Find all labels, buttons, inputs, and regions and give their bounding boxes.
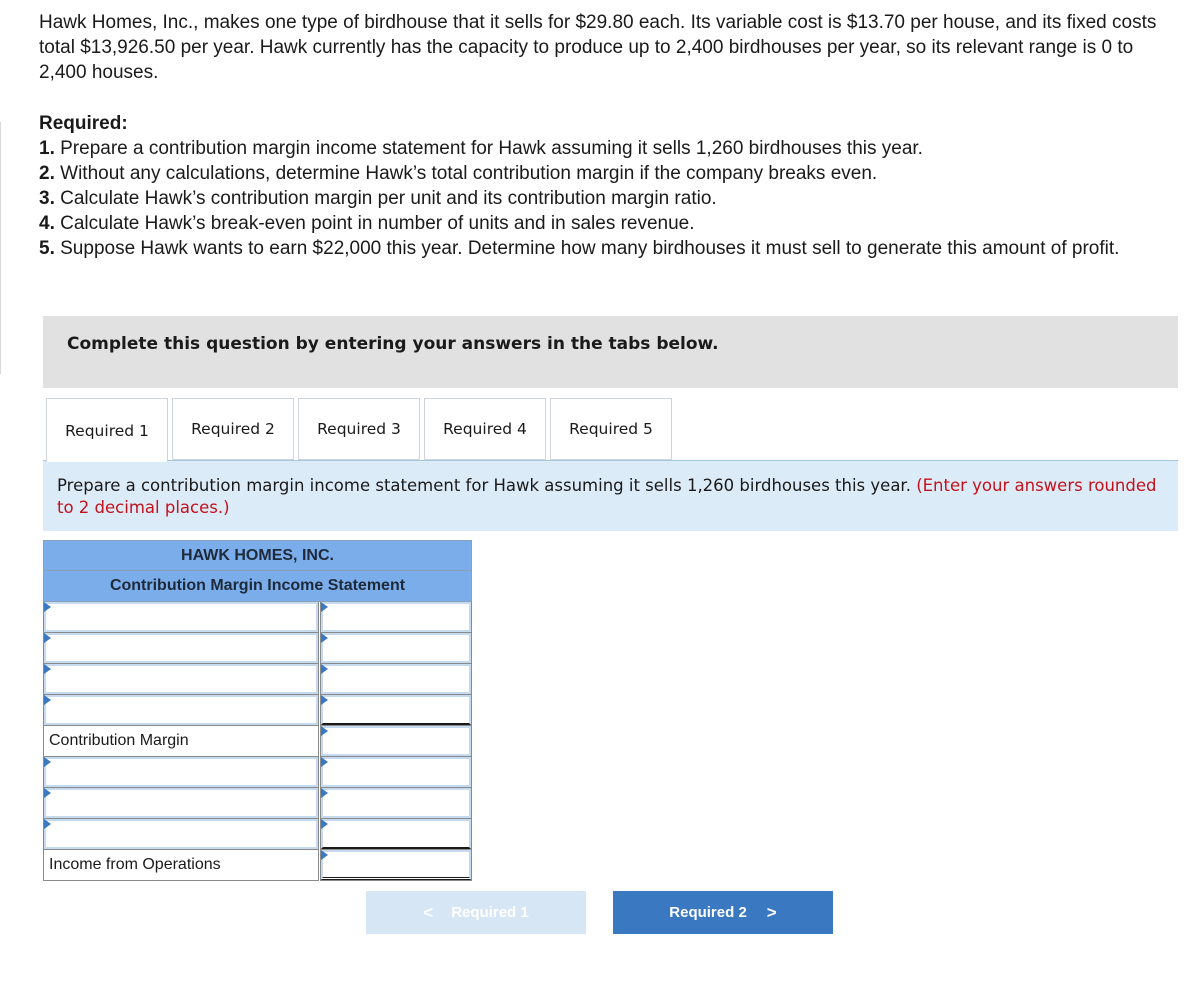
row-label-input[interactable] <box>44 695 318 725</box>
required-item-text: Calculate Hawk’s break-even point in number of units and in sales revenue. <box>54 213 695 234</box>
statement-company: HAWK HOMES, INC. <box>43 540 472 571</box>
tab-required-2[interactable] <box>172 398 294 460</box>
dropdown-marker-icon <box>44 633 51 643</box>
row-amount-input[interactable] <box>321 757 471 787</box>
row-label-cell[interactable] <box>43 602 319 633</box>
statement-row <box>43 602 472 633</box>
row-amount-cell[interactable] <box>320 695 472 726</box>
required-item-number: 1. <box>39 138 55 159</box>
previous-tab-label: Required 1 <box>451 904 529 921</box>
row-amount-cell[interactable] <box>320 726 472 757</box>
tab-label: Required 2 <box>191 420 275 438</box>
dropdown-marker-icon <box>44 819 51 829</box>
row-label-input[interactable] <box>44 602 318 632</box>
statement-row <box>43 633 472 664</box>
row-amount-cell[interactable] <box>320 757 472 788</box>
prompt-text: Prepare a contribution margin income statement for Hawk assuming it sells 1,260 birdhouses this year. <box>57 476 917 495</box>
input-marker-icon <box>321 726 328 736</box>
row-label-cell[interactable] <box>43 695 319 726</box>
tab-label: Required 4 <box>443 420 527 438</box>
next-tab-label: Required 2 <box>669 904 747 921</box>
statement-row <box>43 726 472 757</box>
required-item <box>39 186 1174 211</box>
tab-required-1[interactable] <box>46 398 168 462</box>
tab-required-5[interactable] <box>550 398 672 460</box>
input-marker-icon <box>321 602 328 612</box>
row-amount-input[interactable] <box>321 850 471 880</box>
row-label-cell[interactable] <box>43 633 319 664</box>
statement-row <box>43 850 472 881</box>
prompt-hint: (Enter your answers rounded to 2 decimal places.) <box>57 476 1157 517</box>
input-marker-icon <box>321 695 328 705</box>
required-item-text: Prepare a contribution margin income statement for Hawk assuming it sells 1,260 birdhouses this year. <box>54 138 923 159</box>
row-label-cell[interactable] <box>43 757 319 788</box>
income-statement <box>43 540 472 881</box>
row-amount-cell[interactable] <box>320 664 472 695</box>
row-amount-input[interactable] <box>321 633 471 663</box>
previous-tab-button[interactable] <box>366 891 586 934</box>
required-item-number: 3. <box>39 188 55 209</box>
required-heading: Required: <box>39 113 128 134</box>
row-amount-input[interactable] <box>321 788 471 818</box>
input-marker-icon <box>321 788 328 798</box>
dropdown-marker-icon <box>44 788 51 798</box>
required-item-number: 4. <box>39 213 55 234</box>
statement-row <box>43 757 472 788</box>
statement-row <box>43 819 472 850</box>
row-label-input[interactable] <box>44 664 318 694</box>
row-amount-input[interactable] <box>321 726 471 756</box>
row-label-cell[interactable] <box>43 788 319 819</box>
required-item <box>39 211 1174 236</box>
chevron-right-icon: > <box>766 902 777 922</box>
required-section <box>39 111 1174 261</box>
required-list <box>39 136 1174 261</box>
required-item <box>39 136 1174 161</box>
required-item-number: 2. <box>39 163 55 184</box>
input-marker-icon <box>321 664 328 674</box>
required-item-text: Without any calculations, determine Hawk’s total contribution margin if the company breaks even. <box>54 163 878 184</box>
statement-rows <box>43 602 472 881</box>
row-amount-cell[interactable] <box>320 602 472 633</box>
statement-row <box>43 695 472 726</box>
dropdown-marker-icon <box>44 602 51 612</box>
row-amount-input[interactable] <box>321 819 471 849</box>
required-item <box>39 161 1174 186</box>
tab-required-4[interactable] <box>424 398 546 460</box>
row-amount-input[interactable] <box>321 664 471 694</box>
dropdown-marker-icon <box>44 664 51 674</box>
row-amount-cell[interactable] <box>320 633 472 664</box>
instruction-text: Complete this question by entering your answers in the tabs below. <box>67 334 719 354</box>
tab-required-3[interactable] <box>298 398 420 460</box>
row-label-cell[interactable] <box>43 664 319 695</box>
instruction-banner <box>43 316 1178 388</box>
row-label-text: Income from Operations <box>49 856 221 873</box>
row-amount-input[interactable] <box>321 695 471 725</box>
required-item-number: 5. <box>39 238 55 259</box>
row-amount-cell[interactable] <box>320 819 472 850</box>
statement-row <box>43 664 472 695</box>
row-label-cell[interactable] <box>43 819 319 850</box>
row-label-text: Contribution Margin <box>49 732 189 749</box>
required-item <box>39 236 1174 261</box>
dropdown-marker-icon <box>44 757 51 767</box>
input-marker-icon <box>321 633 328 643</box>
row-amount-input[interactable] <box>321 602 471 632</box>
problem-statement: Hawk Homes, Inc., makes one type of birdhouse that it sells for $29.80 each. Its variable cost is $13.70 per house, and its fixed costs total $13,926.50 per year. Hawk currently has the capacity to produce up to 2,400 birdhouses per year, so its relevant range is 0 to 2,400 houses. <box>39 12 1157 83</box>
row-amount-cell[interactable] <box>320 788 472 819</box>
chevron-left-icon: < <box>423 902 434 922</box>
tab-prompt <box>43 461 1178 531</box>
tab-label: Required 3 <box>317 420 401 438</box>
statement-title: Contribution Margin Income Statement <box>43 571 472 602</box>
row-amount-cell[interactable] <box>320 850 472 881</box>
row-label-input[interactable] <box>44 788 318 818</box>
next-tab-button[interactable] <box>613 891 833 934</box>
tab-label: Required 1 <box>65 421 149 440</box>
row-label-cell <box>43 850 319 881</box>
input-marker-icon <box>321 757 328 767</box>
statement-row <box>43 788 472 819</box>
input-marker-icon <box>321 850 328 860</box>
input-marker-icon <box>321 819 328 829</box>
row-label-input[interactable] <box>44 633 318 663</box>
dropdown-marker-icon <box>44 695 51 705</box>
required-item-text: Suppose Hawk wants to earn $22,000 this year. Determine how many birdhouses it must sell to generate this amount of profit. <box>54 238 1120 259</box>
tab-label: Required 5 <box>569 420 653 438</box>
required-item-text: Calculate Hawk’s contribution margin per unit and its contribution margin ratio. <box>54 188 717 209</box>
left-divider <box>0 122 1 374</box>
row-label-input[interactable] <box>44 819 318 849</box>
row-label-cell <box>43 726 319 757</box>
row-label-input[interactable] <box>44 757 318 787</box>
